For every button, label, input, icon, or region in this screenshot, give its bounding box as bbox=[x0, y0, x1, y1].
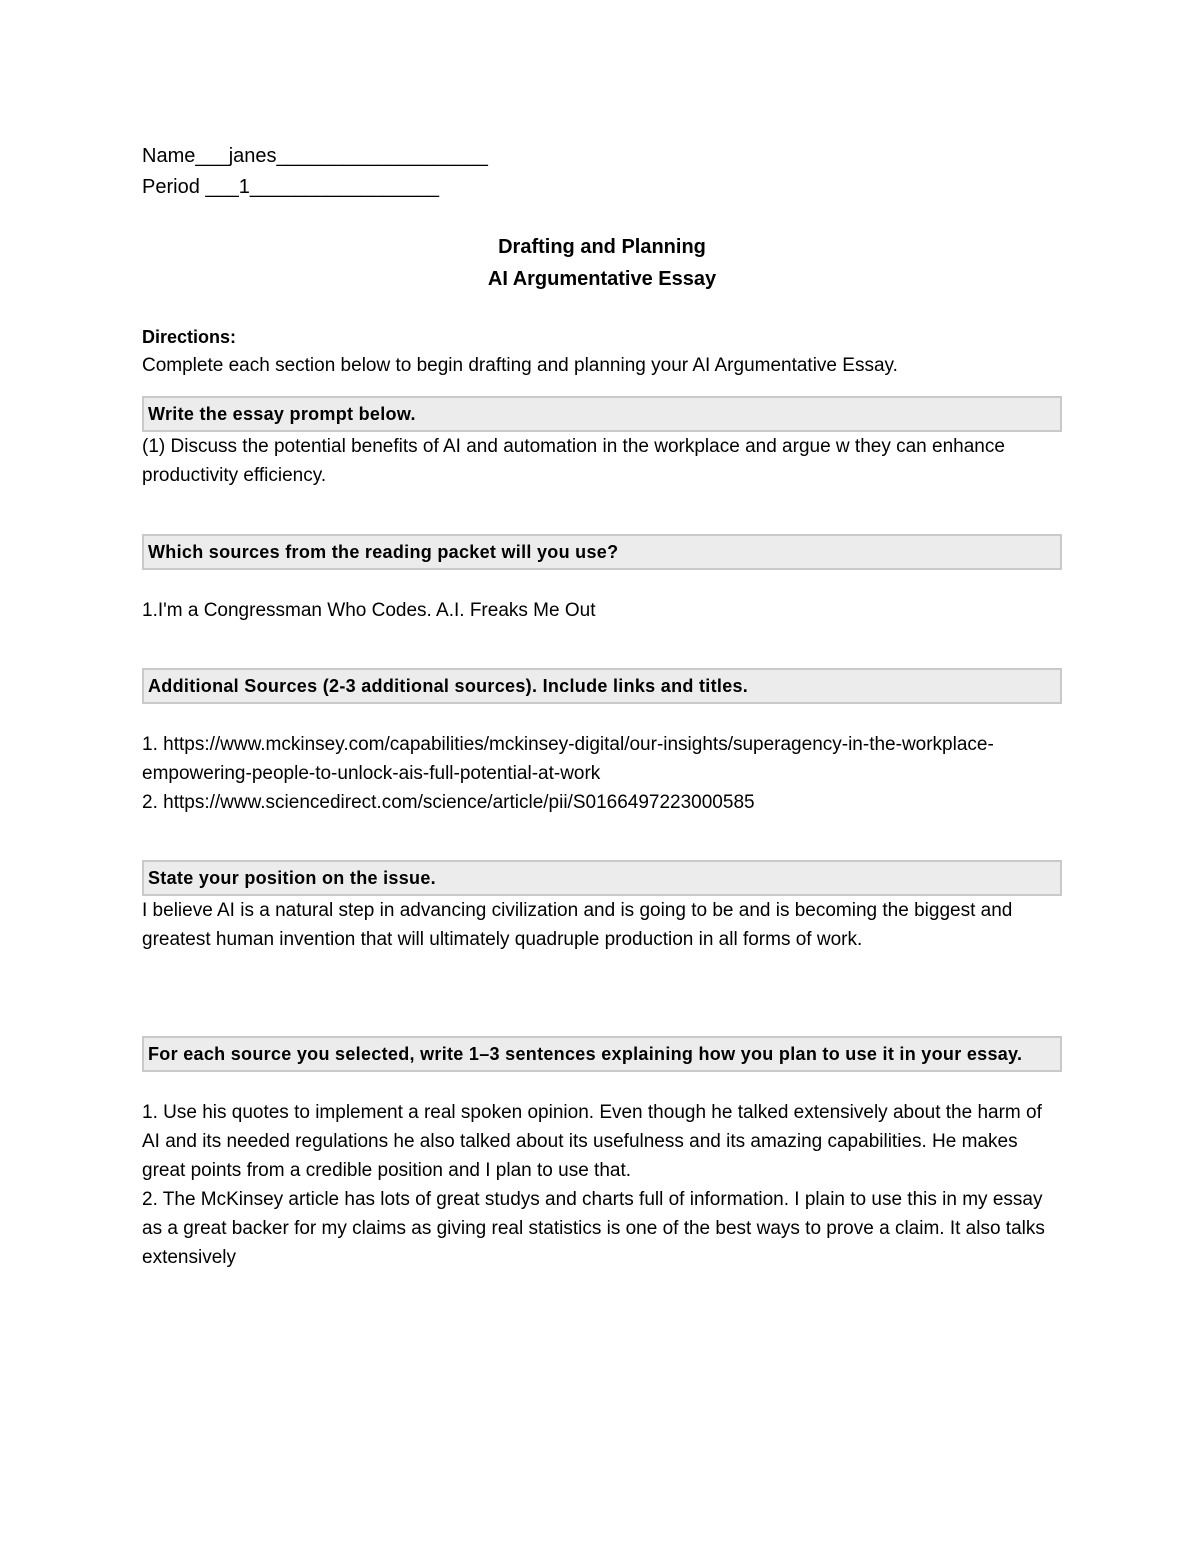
directions-text: Complete each section below to begin drafting and planning your AI Argumentative Essay. bbox=[142, 355, 898, 376]
section-heading-position: State your position on the issue. bbox=[142, 860, 1062, 896]
section-heading-plan: For each source you selected, write 1–3 sentences explaining how you plan to use it in your essay. bbox=[142, 1036, 1062, 1072]
name-line: Name___janes___________________ bbox=[142, 145, 488, 167]
period-line: Period ___1_________________ bbox=[142, 176, 439, 198]
document-title bbox=[142, 231, 1062, 295]
title-line-1: Drafting and Planning bbox=[498, 236, 706, 258]
answer-additional bbox=[142, 730, 1062, 817]
answer-position: I believe AI is a natural step in advancing civilization and is going to be and is becoming the biggest and greatest human invention that will ultimately quadruple production in all forms of work. bbox=[142, 900, 1013, 950]
directions-label: Directions: bbox=[142, 327, 237, 347]
answer-sources: 1.I'm a Congressman Who Codes. A.I. Freaks Me Out bbox=[142, 600, 596, 621]
title-line-2: AI Argumentative Essay bbox=[487, 268, 717, 290]
answer-prompt: (1) Discuss the potential benefits of AI and automation in the workplace and argue w they can enhance productivity efficiency. bbox=[142, 436, 1005, 486]
plan-item-2: 2. The McKinsey article has lots of great studys and charts full of information. I plain to use this in my essay as a great backer for my claims as giving real statistics is one of the best ways to prove a claim. It also talks extensively bbox=[142, 1189, 1045, 1268]
document-page bbox=[142, 141, 1062, 1272]
additional-source-2: 2. https://www.sciencedirect.com/science/article/pii/S0166497223000585 bbox=[142, 792, 755, 813]
section-heading-sources: Which sources from the reading packet will you use? bbox=[142, 534, 1062, 570]
section-heading-additional: Additional Sources (2-3 additional sources). Include links and titles. bbox=[142, 668, 1062, 704]
plan-item-1: 1. Use his quotes to implement a real spoken opinion. Even though he talked extensively about the harm of AI and its needed regulations he also talked about its usefulness and its amazing capabilities. He makes great points from a credible position and I plan to use that. bbox=[142, 1102, 1042, 1181]
answer-plan bbox=[142, 1098, 1062, 1272]
additional-source-1: 1. https://www.mckinsey.com/capabilities/mckinsey-digital/our-insights/superagency-in-the-workplace-empowering-people-to-unlock-ais-full-potential-at-work bbox=[142, 734, 994, 784]
section-heading-prompt: Write the essay prompt below. bbox=[142, 396, 1062, 432]
